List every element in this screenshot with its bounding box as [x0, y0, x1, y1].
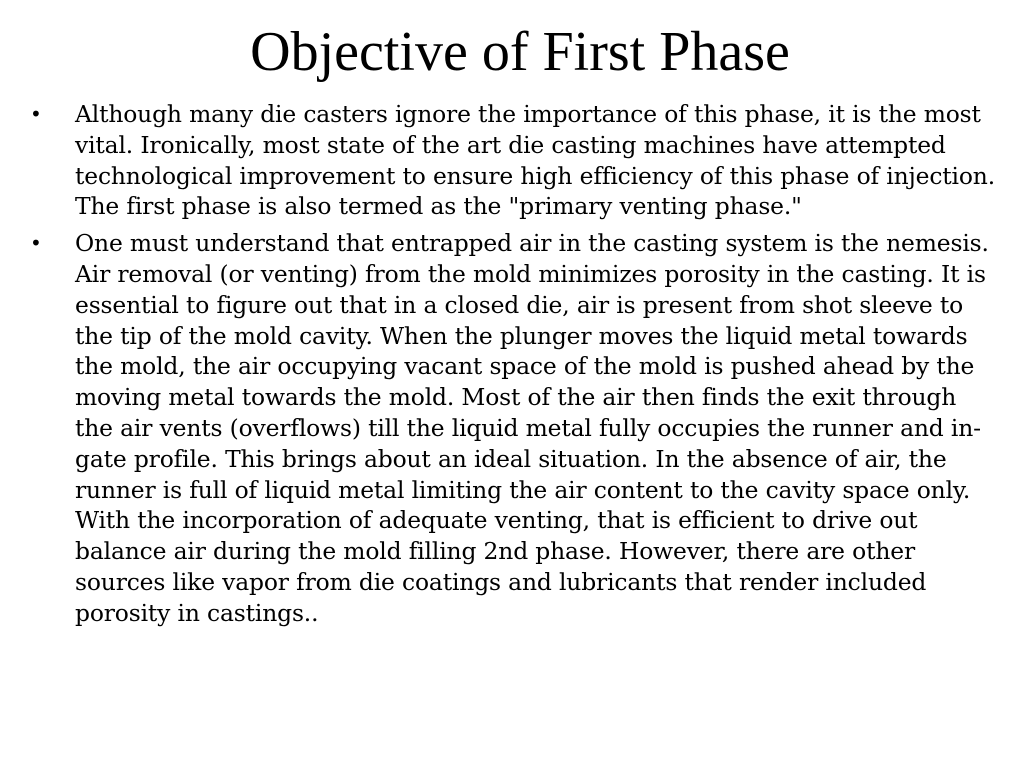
bullet-list — [30, 99, 998, 635]
bullet-item-1 — [30, 99, 998, 222]
bullet-text: One must understand that entrapped air in the casting system is the nemesis. Air removal (or venting) from the mold minimizes porosity in the casting. It is essential to figure out that in a closed die, air is present from shot sleeve to the tip of the mold cavity. When the plunger moves the liquid metal towards the mold, the air occupying vacant space of the mold is pushed ahead by the moving metal towards the mold. Most of the air then finds the exit through the air vents (overflows) till the liquid metal fully occupies the runner and in-gate profile. This brings about an ideal situation. In the absence of air, the runner is full of liquid metal limiting the air content to the cavity space only. With the incorporation of adequate venting, that is efficient to drive out balance air during the mold filling 2nd phase. However, there are other sources like vapor from die coatings and lubricants that render included porosity in castings.. — [75, 229, 989, 627]
bullet-marker: • — [30, 231, 42, 256]
bullet-marker: • — [30, 102, 42, 126]
bullet-text: Although many die casters ignore the importance of this phase, it is the most vital. Ironically, most state of the art die casting machines have attempted technological improvement to ensure high efficiency of this phase of injection. The first phase is also termed as the "primary venting phase." — [75, 100, 996, 221]
bullet-item-2 — [30, 228, 998, 628]
slide-title: Objective of First Phase — [250, 21, 790, 83]
